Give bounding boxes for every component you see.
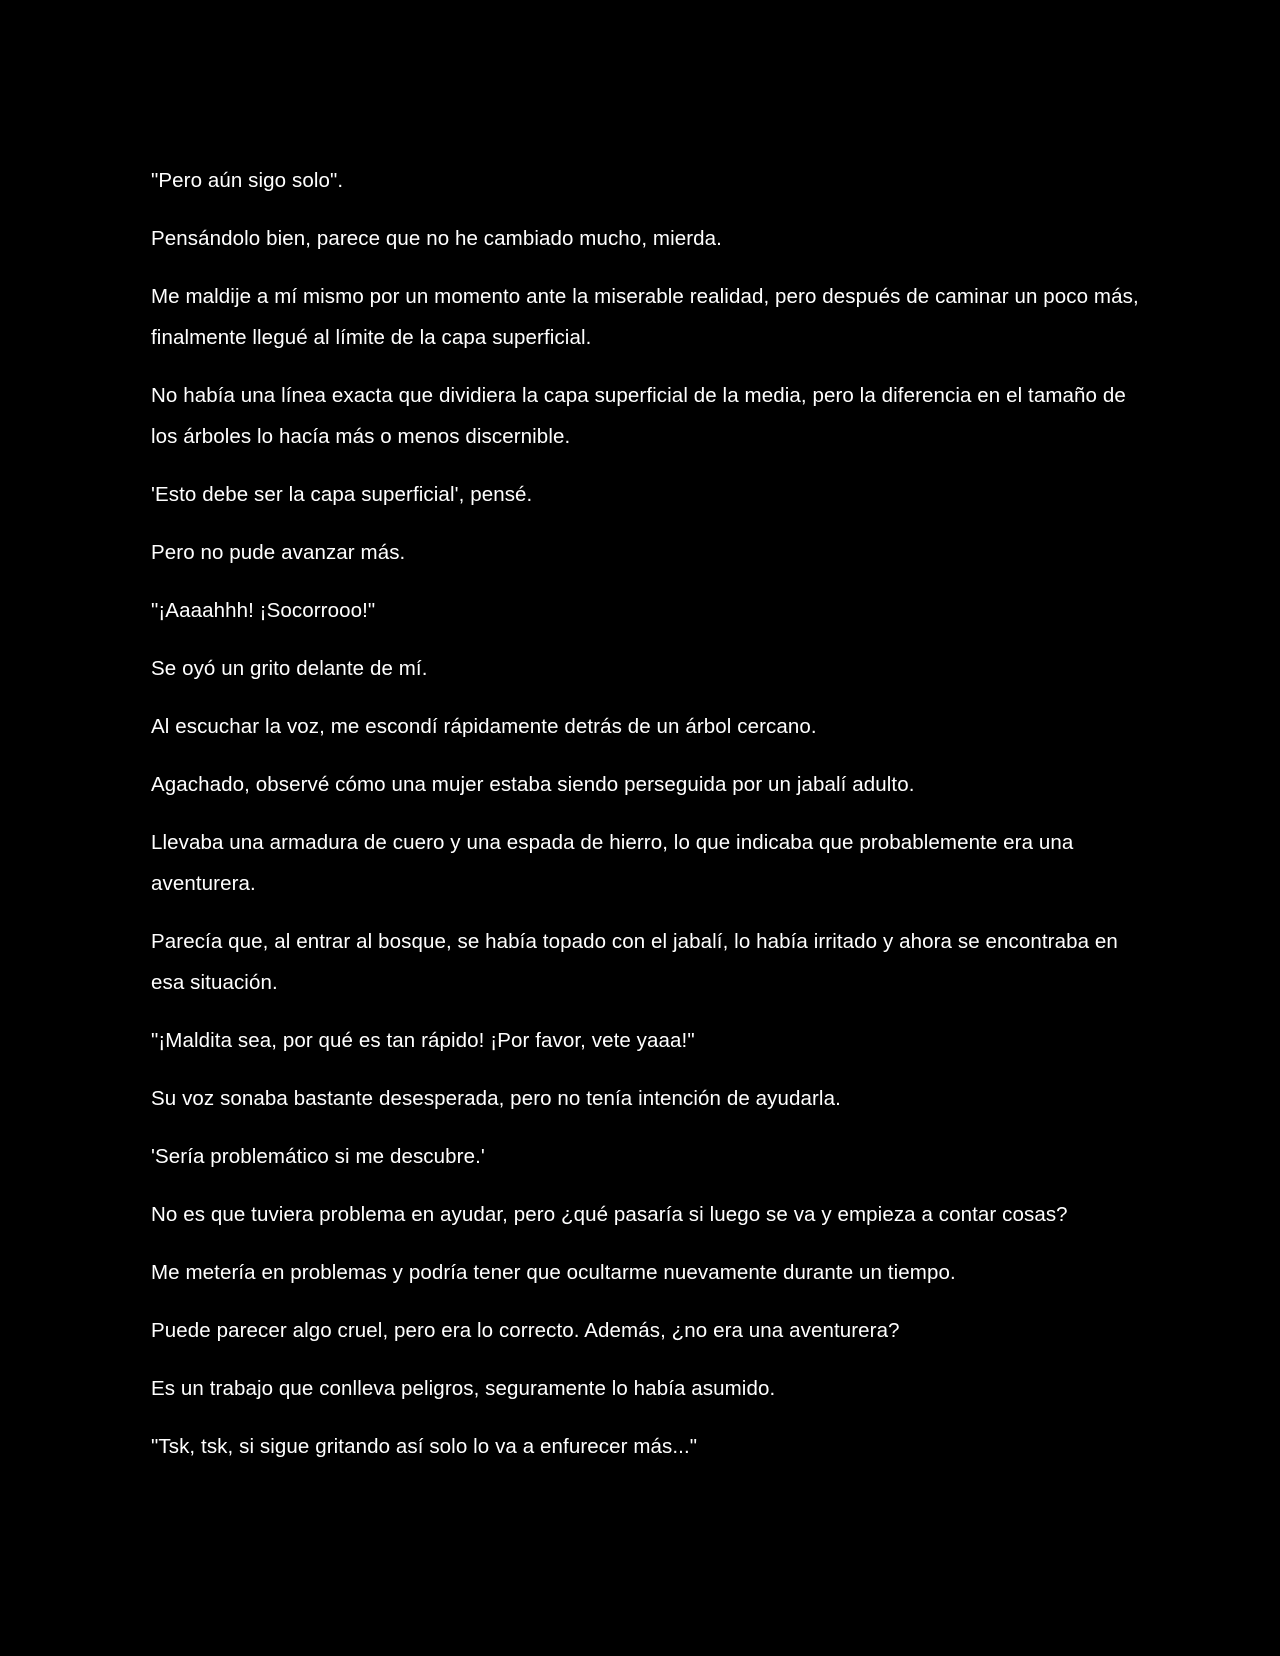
paragraph: "¡Aaaahhh! ¡Socorrooo!" [151,599,376,622]
text-body [151,160,1141,1484]
paragraph: Agachado, observé cómo una mujer estaba siendo perseguida por un jabalí adulto. [151,773,915,796]
paragraph: No es que tuviera problema en ayudar, pero ¿qué pasaría si luego se va y empieza a contar cosas? [151,1203,1068,1226]
paragraph: Llevaba una armadura de cuero y una espada de hierro, lo que indicaba que probablemente era una aventurera. [151,831,1074,895]
paragraph: Me maldije a mí mismo por un momento ante la miserable realidad, pero después de caminar un poco más, finalmente llegué al límite de la capa superficial. [151,285,1139,349]
paragraph: Pensándolo bien, parece que no he cambiado mucho, mierda. [151,227,722,250]
paragraph: "¡Maldita sea, por qué es tan rápido! ¡Por favor, vete yaaa!" [151,1029,695,1052]
paragraph: Pero no pude avanzar más. [151,541,406,564]
paragraph: Puede parecer algo cruel, pero era lo correcto. Además, ¿no era una aventurera? [151,1319,900,1342]
paragraph: No había una línea exacta que dividiera la capa superficial de la media, pero la diferencia en el tamaño de los árboles lo hacía más o menos discernible. [151,384,1126,448]
paragraph: Su voz sonaba bastante desesperada, pero no tenía intención de ayudarla. [151,1087,841,1110]
paragraph: Se oyó un grito delante de mí. [151,657,428,680]
paragraph: Es un trabajo que conlleva peligros, seguramente lo había asumido. [151,1377,776,1400]
paragraph: 'Esto debe ser la capa superficial', pensé. [151,483,533,506]
paragraph: 'Sería problemático si me descubre.' [151,1145,485,1168]
paragraph: Al escuchar la voz, me escondí rápidamente detrás de un árbol cercano. [151,715,817,738]
paragraph: Me metería en problemas y podría tener que ocultarme nuevamente durante un tiempo. [151,1261,956,1284]
paragraph: "Tsk, tsk, si sigue gritando así solo lo va a enfurecer más..." [151,1435,698,1458]
paragraph: "Pero aún sigo solo". [151,169,344,192]
paragraph: Parecía que, al entrar al bosque, se había topado con el jabalí, lo había irritado y ahora se encontraba en esa situación. [151,930,1118,994]
